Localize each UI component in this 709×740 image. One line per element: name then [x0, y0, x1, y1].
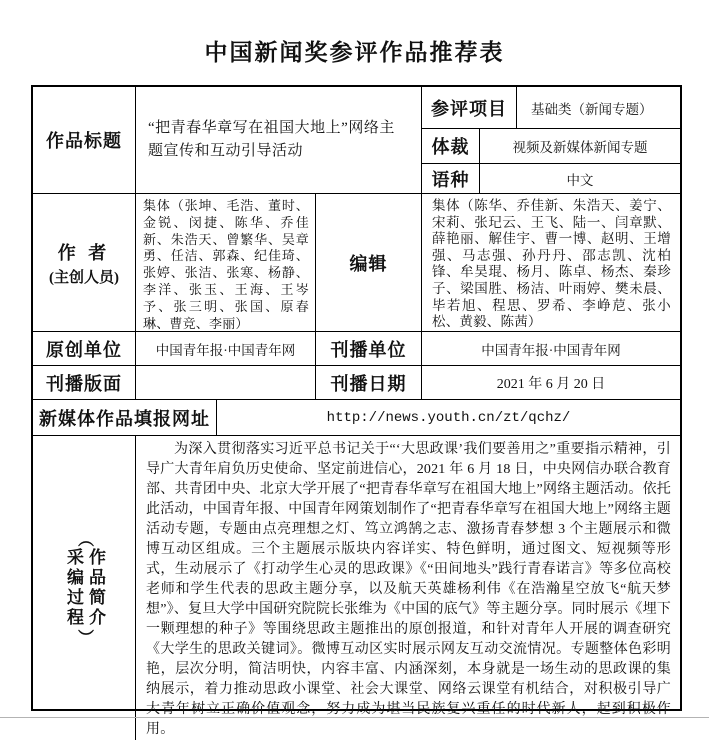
intro-bracket-close: ）	[75, 628, 93, 646]
row-language	[422, 164, 680, 193]
language-label: 语种	[422, 164, 480, 193]
page-bottom-divider	[0, 717, 709, 718]
author-label	[33, 194, 136, 331]
new-media-url-value: http://news.youth.cn/zt/qchz/	[326, 409, 571, 426]
new-media-url-label: 新媒体作品填报网址	[33, 400, 217, 435]
intro-bracket-open: （	[75, 530, 93, 548]
entry-category-label: 参评项目	[422, 87, 517, 128]
editor-label: 编辑	[316, 194, 422, 331]
intro-label-line2: 采编过程	[64, 548, 83, 628]
publish-date-label: 刊播日期	[316, 366, 422, 399]
page-title: 中国新闻奖参评作品推荐表	[204, 40, 505, 65]
author-value: 集体（张坤、毛浩、董时、金锐、闵捷、陈华、乔佳新、朱浩天、曾繁华、吴章勇、任洁、郭森、纪佳琦、张婷、张洁、张寒、杨静、李洋、张玉、王海、王岑予、张三明、张国、原春琳、曹竞、李丽）	[136, 194, 316, 331]
work-title-label: 作品标题	[33, 87, 136, 193]
recommendation-form-table	[31, 85, 682, 737]
genre-value: 视频及新媒体新闻专题	[512, 140, 648, 155]
genre-label: 体裁	[422, 129, 480, 163]
row-work-title	[33, 87, 680, 194]
row-genre	[422, 129, 680, 164]
row-intro	[33, 436, 680, 740]
row-publish-page-date	[33, 366, 680, 400]
publish-date-value: 2021 年 6 月 20 日	[496, 376, 606, 392]
original-unit-value: 中国青年报·中国青年网	[136, 332, 316, 365]
intro-label-vertical	[62, 548, 106, 628]
publish-page-label: 刊播版面	[33, 366, 136, 399]
author-label-main: 作 者	[57, 242, 111, 263]
work-title-value: “把青春华章写在祖国大地上”网络主题宣传和互动引导活动	[136, 87, 422, 193]
row-new-media-url	[33, 400, 680, 436]
original-unit-label: 原创单位	[33, 332, 136, 365]
row-entry-category	[422, 87, 680, 129]
publish-unit-label: 刊播单位	[316, 332, 422, 365]
author-label-sub: (主创人员)	[49, 269, 119, 286]
publish-unit-value: 中国青年报·中国青年网	[481, 342, 621, 358]
entry-category-value: 基础类（新闻专题）	[531, 101, 653, 117]
row-original-unit	[33, 332, 680, 366]
row-author-editor	[33, 194, 680, 332]
intro-label-line1: 作品简介	[86, 548, 105, 628]
intro-label	[33, 436, 136, 740]
right-panel	[422, 87, 680, 193]
publish-page-value	[136, 366, 316, 399]
language-value: 中文	[566, 172, 594, 188]
intro-value: 为深入贯彻落实习近平总书记关于“‘大思政课’我们要善用之”重要指示精神，引导广大青年肩负历史使命、坚定前进信心，2021 年 6 月 18 日，中央网信办联合教育部、共青团中央、北京大学开展了“把青春华章写在祖国大地上”网络主题活动。依托此活动，中国青年报、中国青年网策划制作了“把青春华章写在祖国大地上”网络主题活动专题，专题由点亮理想之灯、笃立鸿鹄之志、激扬青春梦想 3 个主题展示和微博互动区组成。三个主题展示版块内容详实、特色鲜明，通过图文、短视频等形式，生动展示了《打动学生心灵的思政课》《“田间地头”践行青春诺言》等多位高校老师和学生代表的思政主题分享，以及航天英雄杨利伟《在浩瀚星空放飞“航天梦想”》、复旦大学中国研究院院长张维为《中国的底气》等主题分享。同时展示《埋下一颗理想的种子》等围绕思政主题推出的原创报道，和针对青年人开展的调查研究《大学生的思政关键词》。微博互动区实时展示网友互动交流情况。专题整体色彩明艳，层次分明，简洁明快，内容丰富、内涵深刻，本身就是一场生动的思政课的集纳展示，着力推动思政小课堂、社会大课堂、网络云课堂有机结合，对积极引导广大青年树立正确价值观念，努力成为堪当民族复兴重任的时代新人，起到积极作用。	[146, 442, 671, 737]
editor-value: 集体（陈华、乔佳新、朱浩天、姜宁、宋莉、张玘云、王飞、陆一、闫章默、薛艳丽、解佳宇、曹一博、赵明、王增强、马志强、孙丹丹、邵志凯、沈柏锋、牟昊琨、杨月、陈卓、杨杰、秦珍子、梁国胜、杨洁、叶雨婷、樊未晨、毕若旭、程思、罗希、李峥苨、张小松、黄毅、陈茜）	[432, 198, 671, 330]
